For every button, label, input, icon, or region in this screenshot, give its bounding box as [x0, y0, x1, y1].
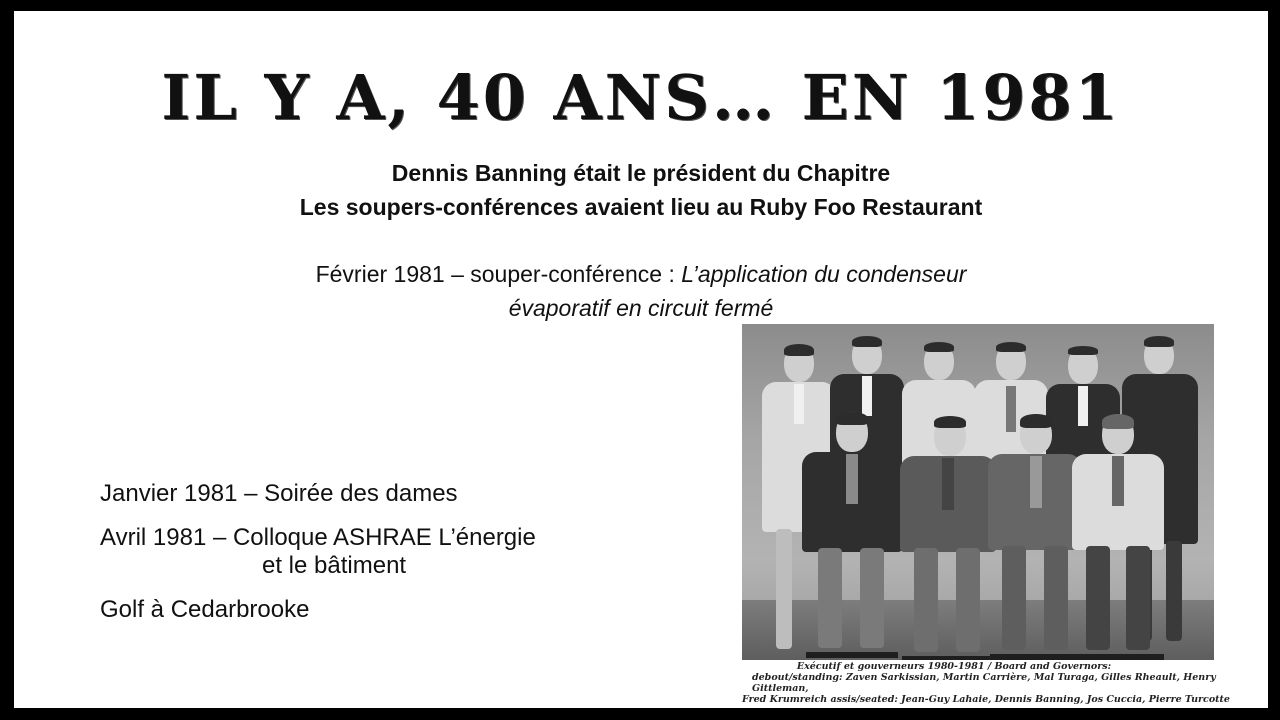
caption-line1: Exécutif et gouverneurs 1980-1981 / Board and Governors: [796, 661, 1112, 672]
event-april-continuation: et le bâtiment [262, 552, 407, 579]
event-golf: Golf à Cedarbrooke [100, 596, 310, 623]
caption-line3: Fred Krumreich assis/seated: Jean-Guy Lahaie, Dennis Banning, Jos Cuccia, Pierre Turcotte [742, 694, 1230, 705]
event-january: Janvier 1981 – Soirée des dames [100, 480, 458, 507]
february-event-line1 [14, 259, 1268, 289]
subtitle-restaurant: Les soupers-conférences avaient lieu au Ruby Foo Restaurant [299, 194, 983, 220]
photo-caption [742, 661, 1262, 705]
slide [14, 11, 1268, 708]
event-april: Avril 1981 – Colloque ASHRAE L’énergie [100, 524, 536, 551]
subtitle-president: Dennis Banning était le président du Chapitre [391, 160, 891, 186]
caption-line2: debout/standing: Zaven Sarkissian, Martin Carrière, Mal Turaga, Gilles Rheault, Henry Gittleman, [752, 672, 1216, 694]
slide-title: IL Y A, 40 ANS… EN 1981 [161, 61, 1121, 134]
group-photo [742, 324, 1214, 660]
february-event-prefix: Février 1981 – souper-conférence : [315, 261, 682, 287]
february-event-topic-part1: L’application du condenseur [681, 261, 967, 287]
february-event-topic-part2: évaporatif en circuit fermé [508, 295, 774, 321]
